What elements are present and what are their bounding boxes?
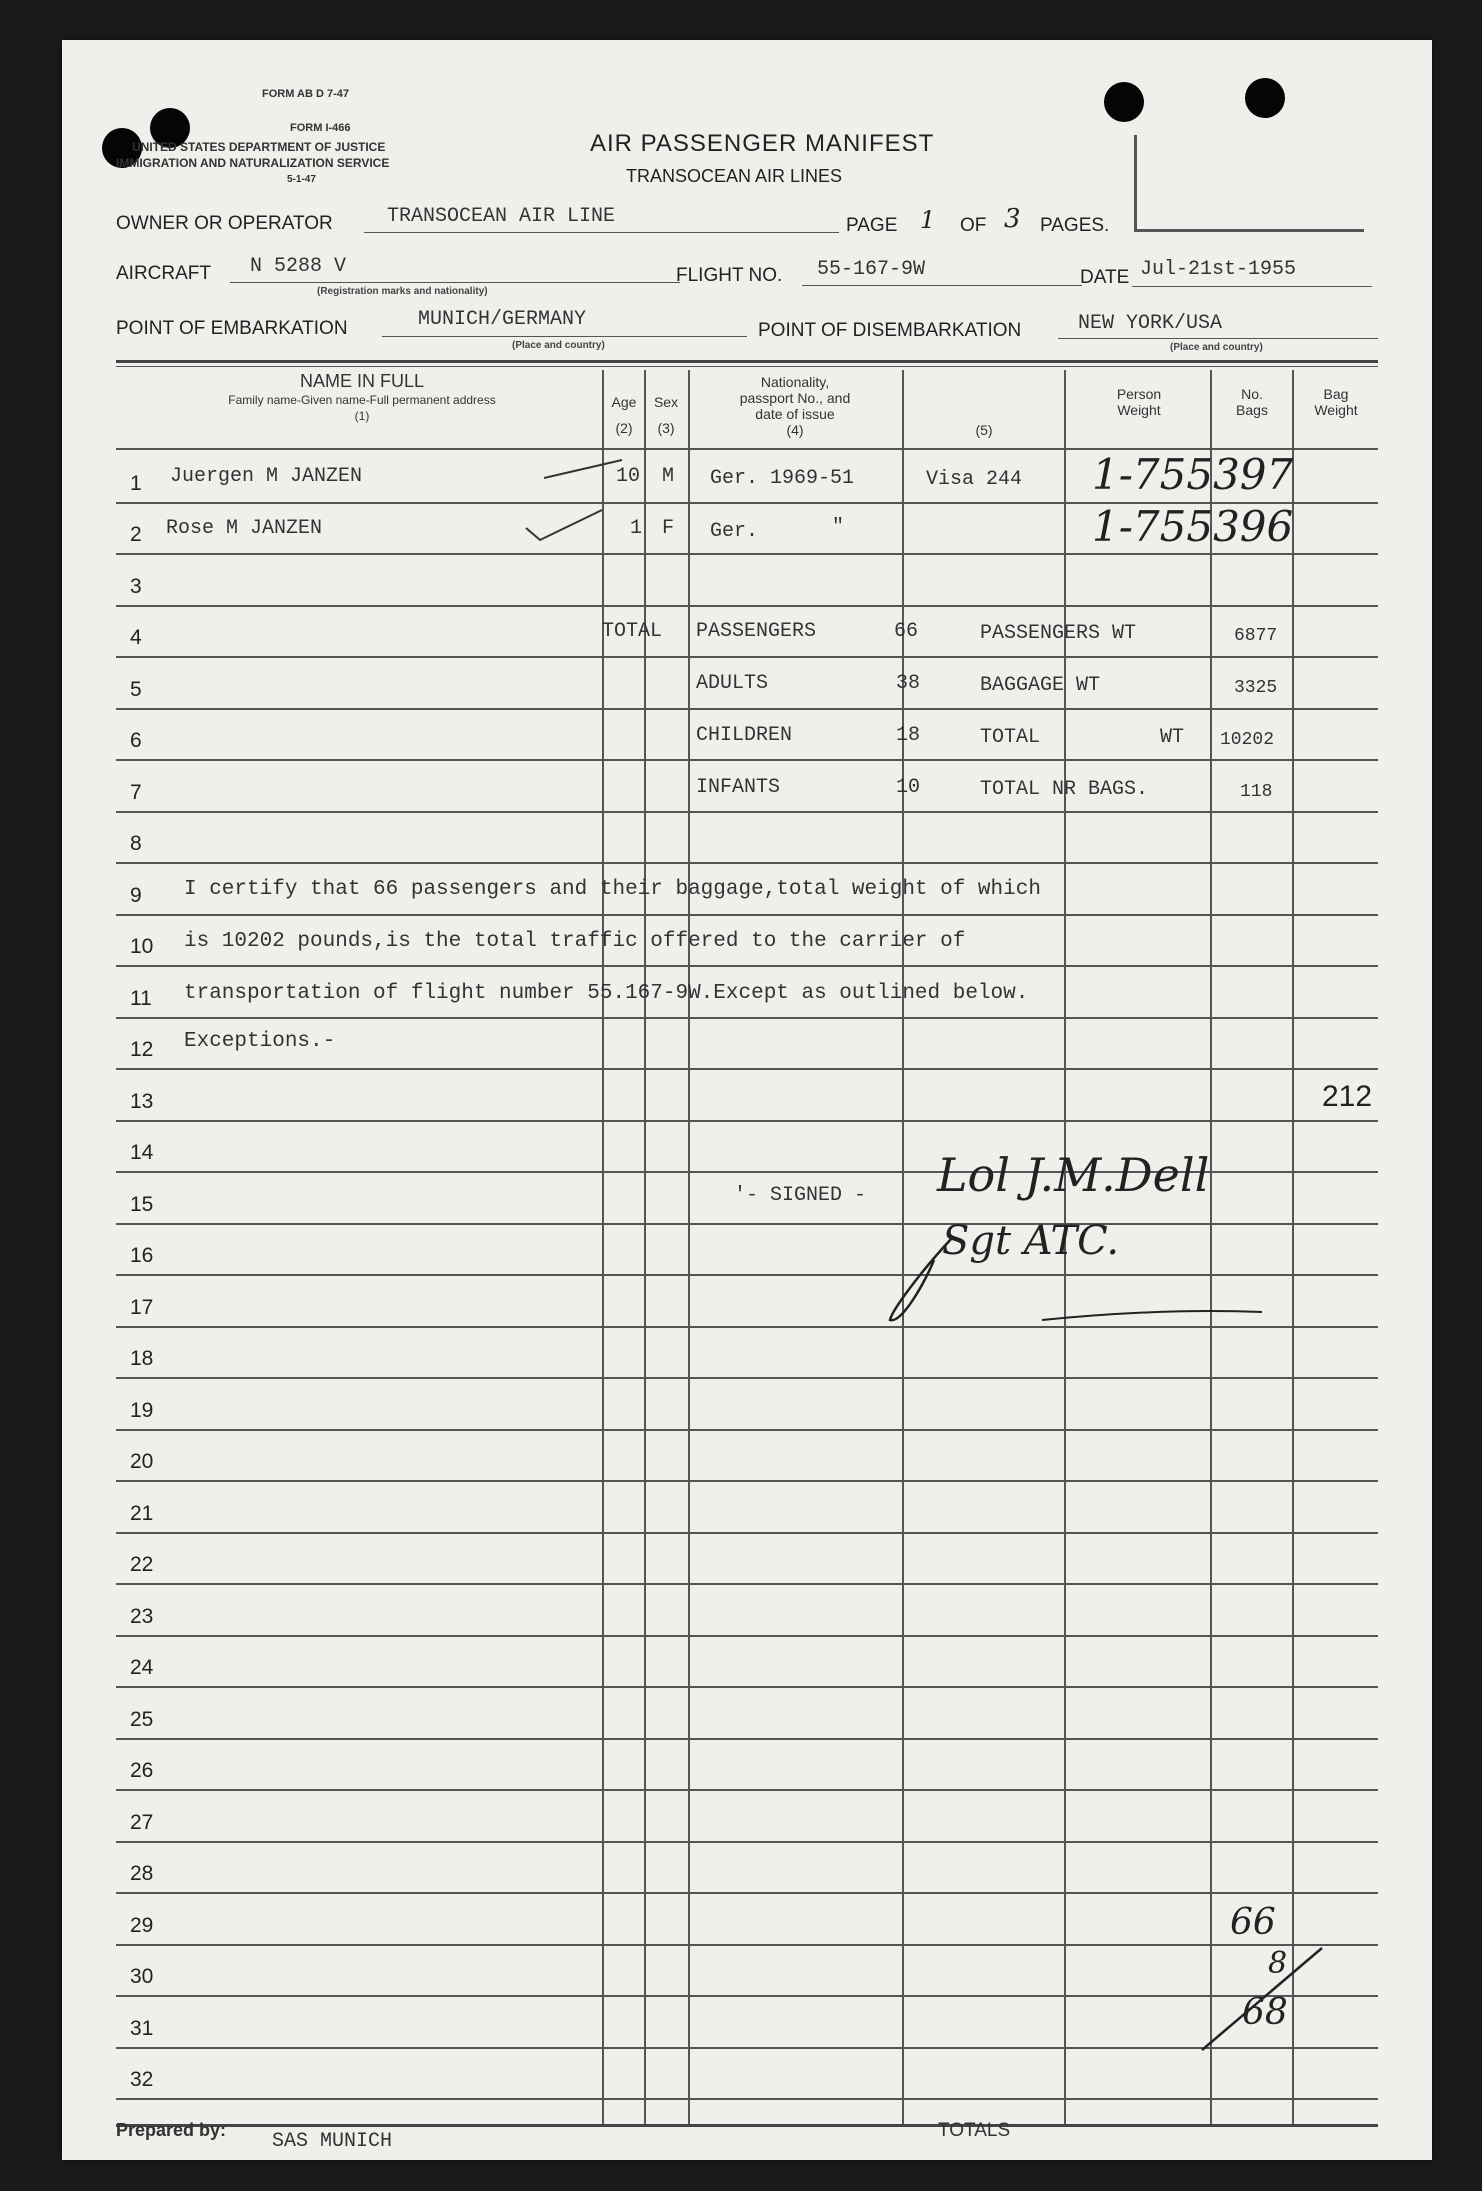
form-date: 5-1-47	[287, 174, 316, 185]
date-label: DATE	[1080, 267, 1130, 288]
aircraft-underline	[230, 282, 680, 283]
signed-label: '- SIGNED -	[734, 1184, 867, 1207]
row-number: 16	[130, 1244, 154, 1267]
row-rule	[116, 1429, 1378, 1431]
row-rule	[116, 1738, 1378, 1740]
row-number: 11	[130, 987, 152, 1010]
total-wt-label: TOTAL	[980, 726, 1041, 749]
agency-name: UNITED STATES DEPARTMENT OF JUSTICE	[132, 140, 386, 154]
pass-wt-label: PASSENGERS WT	[980, 622, 1137, 645]
adults-label: ADULTS	[696, 672, 769, 695]
row-number: 22	[130, 1553, 154, 1576]
infants-value: 10	[896, 776, 921, 799]
certification-line-2: is 10202 pounds,is the total traffic offered to the carrier of	[184, 930, 966, 953]
footer-rule	[116, 2124, 1378, 2127]
row-number: 19	[130, 1399, 154, 1422]
page-value: 1	[920, 206, 936, 234]
owner-value: TRANSOCEAN AIR LINE	[387, 205, 616, 228]
row-rule	[116, 1892, 1378, 1894]
bag-wt-label: BAGGAGE WT	[980, 674, 1101, 697]
col-nat-num: (4)	[786, 422, 804, 438]
infants-label: INFANTS	[696, 776, 781, 799]
table-top-rule	[116, 366, 1378, 367]
passenger-2-number: 1-755396	[1092, 502, 1294, 551]
row-number: 7	[130, 781, 142, 804]
col-age-num: (2)	[615, 420, 633, 436]
col-name-title: NAME IN FULL	[299, 371, 425, 391]
row-rule	[116, 1068, 1378, 1070]
passenger-2-nationality: Ger.	[710, 520, 759, 543]
passenger-2-age: 1	[630, 517, 643, 540]
bag-weight-note: 212	[1322, 1080, 1373, 1113]
col-5-header: (5)	[975, 422, 993, 438]
row-number: 6	[130, 729, 142, 752]
row-rule	[116, 759, 1378, 761]
flight-value: 55-167-9W	[817, 258, 926, 281]
passenger-1-visa: Visa 244	[926, 468, 1023, 491]
corner-mark	[1134, 135, 1137, 230]
corner-mark	[1134, 229, 1364, 232]
col-nationality-header	[690, 374, 900, 438]
row-number: 20	[130, 1450, 154, 1473]
col-name-header	[122, 370, 602, 424]
tally-top: 66	[1230, 1902, 1276, 1943]
form-number: FORM AB D 7-47	[262, 88, 349, 100]
check-mark-icon	[542, 452, 632, 492]
total-wt-label-2: WT	[1160, 726, 1185, 749]
passengers-value: 66	[894, 620, 919, 643]
col-sex-num: (3)	[657, 420, 675, 436]
row-number: 31	[130, 2017, 154, 2040]
row-number: 13	[130, 1090, 154, 1113]
passenger-1-age: 10	[616, 465, 641, 488]
row-rule	[116, 914, 1378, 916]
row-number: 14	[130, 1141, 154, 1164]
row-rule	[116, 708, 1378, 710]
row-number: 4	[130, 626, 142, 649]
total-label: TOTAL	[602, 620, 663, 643]
col-name-sub: Family name-Given name-Full permanent address	[228, 393, 496, 407]
row-number: 25	[130, 1708, 154, 1731]
certification-line-1: I certify that 66 passengers and their baggage,total weight of which	[184, 878, 1041, 901]
row-number: 23	[130, 1605, 154, 1628]
col-bagweight-header	[1294, 386, 1378, 418]
row-rule	[116, 1120, 1378, 1122]
of-label: OF	[960, 215, 987, 236]
col-sex-header	[646, 394, 686, 436]
page-label: PAGE	[846, 215, 898, 236]
col-sex-label: Sex	[653, 394, 679, 410]
disembark-note: (Place and country)	[1170, 342, 1263, 353]
row-rule	[116, 1995, 1378, 1997]
col-bags-header	[1212, 386, 1292, 418]
tally-slash	[1192, 1940, 1332, 2060]
col-weight-line2: Weight	[1117, 402, 1161, 418]
check-mark-icon	[522, 506, 612, 546]
totals-label: TOTALS	[938, 2120, 1011, 2141]
aircraft-label: AIRCRAFT	[116, 263, 211, 284]
service-name: IMMIGRATION AND NATURALIZATION SERVICE	[116, 156, 390, 170]
row-rule	[116, 1944, 1378, 1946]
passengers-label: PASSENGERS	[696, 620, 817, 643]
row-number: 3	[130, 575, 142, 598]
prepared-value: SAS MUNICH	[272, 2130, 393, 2153]
col-nat-line1: Nationality,	[760, 374, 830, 390]
row-number: 5	[130, 678, 142, 701]
bag-wt-value: 3325	[1234, 678, 1278, 698]
passenger-2-sex: F	[662, 517, 675, 540]
certification-line-3: transportation of flight number 55.167-9W.Except as outlined below.	[184, 982, 1029, 1005]
row-rule	[116, 1686, 1378, 1688]
owner-underline	[364, 232, 839, 233]
col-nat-line2: passport No., and	[739, 390, 851, 406]
col-weight-line1: Person	[1116, 386, 1162, 402]
date-value: Jul-21st-1955	[1140, 258, 1297, 281]
date-underline	[1132, 286, 1372, 287]
row-number: 12	[130, 1038, 154, 1061]
row-rule	[116, 862, 1378, 864]
punch-hole	[1245, 78, 1285, 118]
prepared-label: Prepared by:	[116, 2120, 227, 2140]
row-rule	[116, 553, 1378, 555]
disembark-underline	[1058, 338, 1378, 339]
passenger-2-name: Rose M JANZEN	[166, 517, 323, 540]
col-age-label: Age	[611, 394, 637, 410]
of-value: 3	[1004, 204, 1021, 234]
total-bags-value: 118	[1240, 782, 1273, 802]
row-number: 29	[130, 1914, 154, 1937]
row-number: 2	[130, 523, 142, 546]
form-code: FORM I-466	[290, 122, 351, 134]
total-wt-value: 10202	[1220, 730, 1275, 750]
row-rule	[116, 965, 1378, 967]
signature-flourish	[862, 1220, 1282, 1340]
table-top-rule	[116, 360, 1378, 363]
row-number: 9	[130, 884, 142, 907]
col-bagweight-line1: Bag	[1323, 386, 1349, 402]
col-nat-line3: date of issue	[755, 406, 835, 422]
row-number: 15	[130, 1193, 154, 1216]
children-value: 18	[896, 724, 921, 747]
col-divider	[688, 370, 690, 2124]
row-number: 1	[130, 472, 142, 495]
pass-wt-value: 6877	[1234, 626, 1278, 646]
flight-underline	[802, 285, 1082, 286]
airline-subtitle: TRANSOCEAN AIR LINES	[626, 166, 843, 186]
row-rule	[116, 656, 1378, 658]
row-rule	[116, 1583, 1378, 1585]
col-bagweight-line2: Weight	[1314, 402, 1358, 418]
col-weight-header	[1066, 386, 1212, 418]
col-name-num: (1)	[354, 409, 370, 423]
row-rule	[116, 1841, 1378, 1843]
passenger-1-nationality: Ger. 1969-51	[710, 467, 855, 490]
embark-value: MUNICH/GERMANY	[418, 308, 587, 331]
manifest-title: AIR PASSENGER MANIFEST	[590, 130, 935, 157]
row-rule	[116, 2047, 1378, 2049]
owner-label: OWNER OR OPERATOR	[116, 213, 333, 234]
row-number: 26	[130, 1759, 154, 1782]
row-number: 21	[130, 1502, 154, 1525]
row-number: 30	[130, 1965, 154, 1988]
total-bags-label: TOTAL NR BAGS.	[980, 778, 1149, 801]
adults-value: 38	[896, 672, 921, 695]
certification-line-4: Exceptions.-	[184, 1030, 336, 1053]
aircraft-value: N 5288 V	[250, 255, 347, 278]
col-bags-line1: No.	[1241, 386, 1263, 402]
passenger-1-number: 1-755397	[1092, 450, 1294, 499]
aircraft-note: (Registration marks and nationality)	[317, 286, 488, 297]
row-rule	[116, 2098, 1378, 2100]
flight-label: FLIGHT NO.	[676, 265, 783, 286]
disembark-value: NEW YORK/USA	[1078, 312, 1223, 335]
row-rule	[116, 1017, 1378, 1019]
row-number: 8	[130, 832, 142, 855]
row-number: 18	[130, 1347, 154, 1370]
manifest-page	[62, 40, 1432, 2160]
col-age-header	[604, 394, 644, 436]
row-rule	[116, 1377, 1378, 1379]
row-number: 32	[130, 2068, 154, 2091]
tally-bottom: 68	[1242, 1992, 1288, 2033]
embark-underline	[382, 336, 747, 337]
row-number: 27	[130, 1811, 154, 1834]
passenger-1-name: Juergen M JANZEN	[170, 465, 363, 488]
pages-label: PAGES.	[1040, 215, 1110, 236]
row-number: 17	[130, 1296, 154, 1319]
row-rule	[116, 1480, 1378, 1482]
passenger-1-sex: M	[662, 465, 675, 488]
col-bags-line2: Bags	[1236, 402, 1268, 418]
row-number: 28	[130, 1862, 154, 1885]
embark-label: POINT OF EMBARKATION	[116, 318, 348, 339]
row-rule	[116, 811, 1378, 813]
embark-note: (Place and country)	[512, 340, 605, 351]
punch-hole	[1104, 82, 1144, 122]
row-number: 10	[130, 935, 154, 958]
tally-mid: 8	[1268, 1946, 1288, 1981]
row-rule	[116, 1532, 1378, 1534]
children-label: CHILDREN	[696, 724, 793, 747]
row-rule	[116, 605, 1378, 607]
signature: Lol J.M.Dell	[937, 1148, 1210, 1202]
col-divider	[1292, 370, 1294, 2124]
passenger-2-ditto: "	[832, 516, 845, 539]
row-rule	[116, 1789, 1378, 1791]
row-rule	[116, 1635, 1378, 1637]
signature-title: Sgt ATC.	[942, 1218, 1120, 1264]
row-number: 24	[130, 1656, 154, 1679]
disembark-label: POINT OF DISEMBARKATION	[758, 320, 1022, 341]
